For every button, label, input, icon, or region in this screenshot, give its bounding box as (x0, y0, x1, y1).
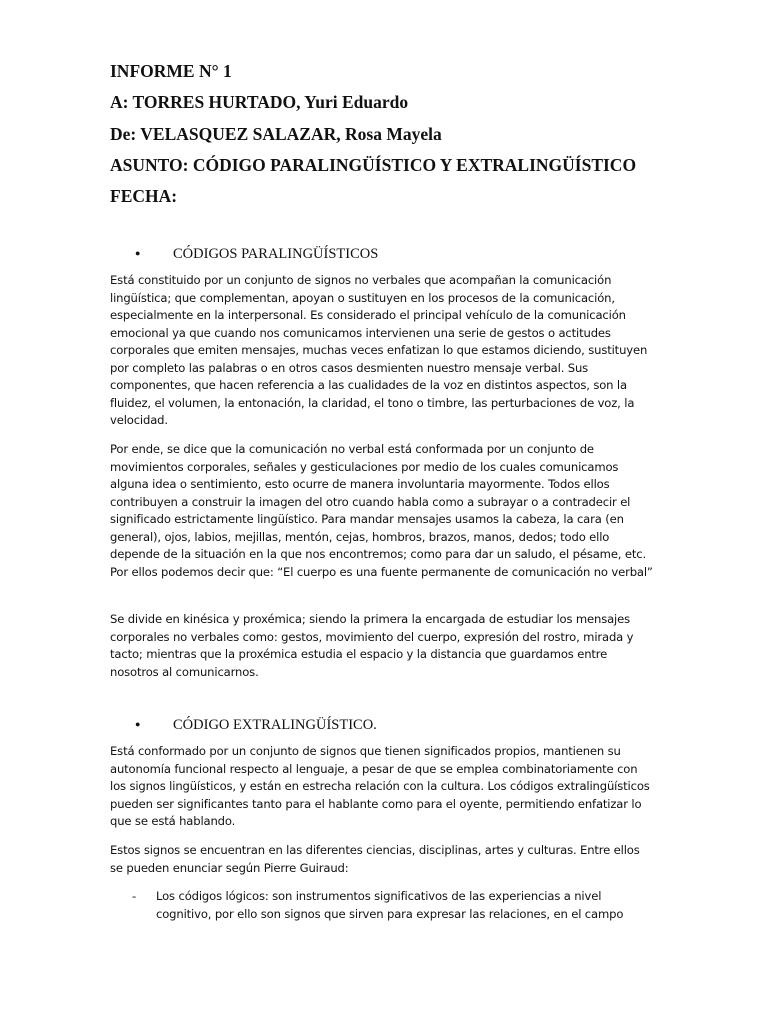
paragraph: Se divide en kinésica y proxémica; siendo la primera la encargada de estudiar los mensajes corporales no verbales como: gestos, movimiento del cuerpo, expresión del rostro, mirada y tacto; mientras que la proxémica estudia el espacio y la distancia que guardamos entre nosotros al comunicarnos. (110, 612, 634, 679)
paragraph: Está constituido por un conjunto de signos no verbales que acompañan la comunicación lingüística; que complementan, apoyan o sustituyen en los procesos de la comunicación, especialmente en la interpersonal. Es considerado el principal vehículo de la comunicación emocional ya que cuando nos comunicamos intervienen una serie de gestos o actitudes corporales que emiten mensajes, muchas veces enfatizan lo que estamos diciendo, sustituyen por completo las palabras o en otros casos desmienten nuestro mensaje verbal. Sus componentes, que hacen referencia a las cualidades de la voz en distintos aspectos, son la fluidez, el volumen, la entonación, la claridad, el tono o timbre, las perturbaciones de voz, la velocidad. (110, 273, 648, 427)
section-heading-paralinguistic (135, 244, 378, 263)
bullet-icon: ● (135, 248, 141, 258)
list-item (110, 888, 655, 923)
paragraph: Estos signos se encuentran en las diferentes ciencias, disciplinas, artes y culturas. Entre ellos se pueden enunciar según Pierre Guiraud: (110, 843, 640, 875)
bullet-icon: ● (135, 719, 141, 729)
list-item-text: Los códigos lógicos: son instrumentos significativos de las experiencias a nivel cognitivo, por ello son signos que sirven para expresar las relaciones, en el campo (156, 889, 624, 921)
sender-line: De: VELASQUEZ SALAZAR, Rosa Mayela (110, 124, 442, 144)
section-heading-text: CÓDIGO EXTRALINGÜÍSTICO. (173, 717, 377, 733)
paragraph: Está conformado por un conjunto de signos que tienen significados propios, mantienen su autonomía funcional respecto al lenguaje, a pesar de que se emplea combinatoriamente con los signos lingüísticos, y están en estrecha relación con la cultura. Los códigos extralingüísticos pueden ser significantes tanto para el hablante como para el oyente, permitiendo enfatizar lo que se está hablando. (110, 744, 650, 828)
subject-line: ASUNTO: CÓDIGO PARALINGÜÍSTICO Y EXTRALINGÜÍSTICO (110, 155, 637, 175)
recipient-line: A: TORRES HURTADO, Yuri Eduardo (110, 92, 409, 112)
section-heading-extralinguistic (135, 715, 377, 734)
date-line: FECHA: (110, 186, 178, 206)
dash-marker: - (132, 889, 137, 903)
paragraph: Por ende, se dice que la comunicación no verbal está conformada por un conjunto de movimientos corporales, señales y gesticulaciones por medio de los cuales comunicamos alguna idea o sentimiento, esto ocurre de manera involuntaria mayormente. Todos ellos contribuyen a construir la imagen del otro cuando habla como a subrayar o a contradecir el significado estrictamente lingüístico. Para mandar mensajes usamos la cabeza, la cara (en general), ojos, labios, mejillas, mentón, cejas, hombros, brazos, manos, dedos; todo ello depende de la situación en la que nos encontremos; como para dar un saludo, el pésame, etc. Por ellos podemos decir que: “El cuerpo es una fuente permanente de comunicación no verbal” (110, 442, 653, 579)
report-number: INFORME N° 1 (110, 61, 232, 81)
section-heading-text: CÓDIGOS PARALINGÜÍSTICOS (173, 246, 379, 262)
